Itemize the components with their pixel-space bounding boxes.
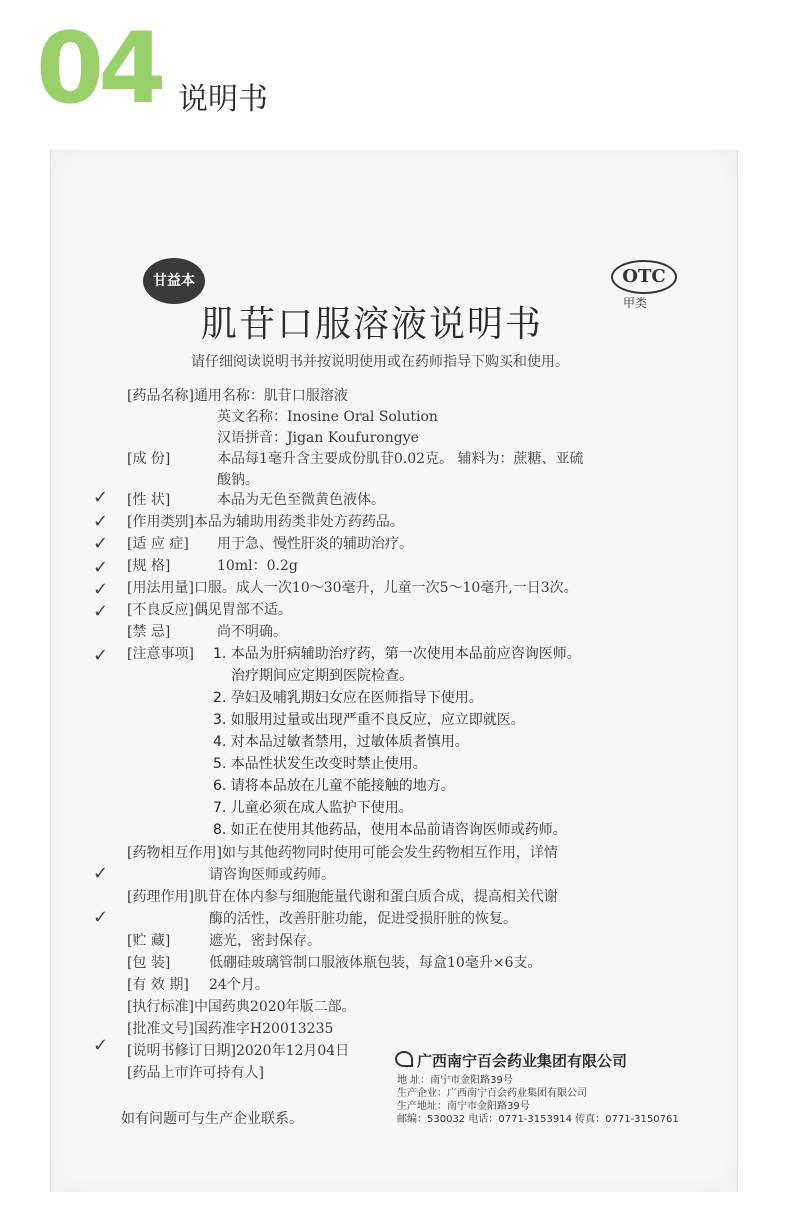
note-item: 5. 本品性状发生改变时禁止使用。 (213, 756, 427, 772)
check-mark-icon: ✓ (93, 487, 109, 508)
company-contact-info: 邮编：530032 电话：0771-3153914 传真：0771-3150761 (397, 1114, 679, 1125)
check-mark-icon: ✓ (93, 511, 109, 532)
row-pharmacology: [药理作用]肌苷在体内参与细胞能量代谢和蛋白质合成，提高相关代谢 (127, 889, 558, 905)
row-approval: [批准文号]国药准字H20013235 (127, 1021, 334, 1037)
leaflet-card (50, 150, 738, 1192)
row-ingredients-cont: 酸钠。 (217, 472, 259, 488)
note-item: 1. 本品为肝病辅助治疗药，第一次使用本品前应咨询医师。 (213, 646, 581, 662)
row-holder: [药品上市许可持有人] (127, 1065, 264, 1081)
company-production-address: 生产地址：南宁市金阳路39号 (397, 1101, 530, 1112)
otc-badge: OTC (611, 260, 677, 294)
section-number: 04 (36, 12, 161, 126)
company-manufacturer: 生产企业：广西南宁百会药业集团有限公司 (397, 1088, 587, 1099)
leaflet-title: 肌苷口服溶液说明书 (201, 304, 544, 345)
note-item: 2. 孕妇及哺乳期妇女应在医师指导下使用。 (213, 690, 483, 706)
row-pharmacology-cont: 酶的活性，改善肝脏功能，促进受损肝脏的恢复。 (209, 911, 517, 927)
row-appearance: [性 状] 本品为无色至微黄色液体。 (127, 492, 385, 508)
row-spec: [规 格] 10ml：0.2g (127, 558, 298, 574)
company-name: 广西南宁百会药业集团有限公司 (395, 1050, 627, 1071)
check-mark-icon: ✓ (93, 645, 109, 666)
row-revision-date: [说明书修订日期]2020年12月04日 (127, 1043, 350, 1059)
company-address: 地 址：南宁市金阳路39号 (397, 1075, 513, 1086)
check-mark-icon: ✓ (93, 863, 109, 884)
row-validity: [有 效 期] 24个月。 (127, 977, 269, 993)
row-standard: [执行标准]中国药典2020年版二部。 (127, 999, 356, 1015)
notes-label: [注意事项] (127, 646, 194, 662)
check-mark-icon: ✓ (93, 533, 109, 554)
row-interactions: [药物相互作用]如与其他药物同时使用可能会发生药物相互作用，详情 (127, 845, 558, 861)
row-indications: [适 应 症] 用于急、慢性肝炎的辅助治疗。 (127, 536, 413, 552)
check-mark-icon: ✓ (93, 557, 109, 578)
row-category: [作用类别]本品为辅助用药类非处方药药品。 (127, 514, 404, 530)
note-item: 8. 如正在使用其他药品，使用本品前请咨询医师或药师。 (213, 822, 567, 838)
check-mark-icon: ✓ (93, 579, 109, 600)
check-mark-icon: ✓ (93, 907, 109, 928)
note-item: 7. 儿童必须在成人监护下使用。 (213, 800, 413, 816)
note-item: 3. 如服用过量或出现严重不良反应，应立即就医。 (213, 712, 525, 728)
row-drug-name: [药品名称]通用名称：肌苷口服溶液 (127, 388, 348, 404)
section-title: 说明书 (178, 82, 268, 117)
row-ingredients: [成 份] 本品每1毫升含主要成份肌苷0.02克。 辅料为：蔗糖、亚硫 (127, 451, 584, 467)
row-contraindications: [禁 忌] 尚不明确。 (127, 624, 287, 640)
note-item: 6. 请将本品放在儿童不能接触的地方。 (213, 778, 455, 794)
row-package: [包 装] 低硼硅玻璃管制口服液体瓶包装，每盒10毫升×6支。 (127, 955, 542, 971)
check-mark-icon: ✓ (93, 1035, 109, 1056)
company-logo-icon (395, 1051, 413, 1067)
row-dosage: [用法用量]口服。成人一次10～30毫升，儿童一次5～10毫升,一日3次。 (127, 580, 578, 596)
row-interactions-cont: 请咨询医师或药师。 (209, 867, 335, 883)
brand-logo: 甘益本 (143, 258, 205, 304)
contact-note: 如有问题可与生产企业联系。 (121, 1111, 303, 1127)
row-storage: [贮 藏] 遮光，密封保存。 (127, 933, 321, 949)
row-pinyin: 汉语拼音：Jigan Koufurongye (217, 430, 419, 446)
row-adverse: [不良反应]偶见胃部不适。 (127, 602, 292, 618)
check-mark-icon: ✓ (93, 601, 109, 622)
note-item: 4. 对本品过敏者禁用，过敏体质者慎用。 (213, 734, 469, 750)
note-item: 治疗期间应定期到医院检查。 (231, 668, 413, 684)
row-english-name: 英文名称：Inosine Oral Solution (217, 409, 438, 425)
otc-class: 甲类 (623, 296, 648, 310)
leaflet-subtitle: 请仔细阅读说明书并按说明使用或在药师指导下购买和使用。 (191, 354, 569, 370)
